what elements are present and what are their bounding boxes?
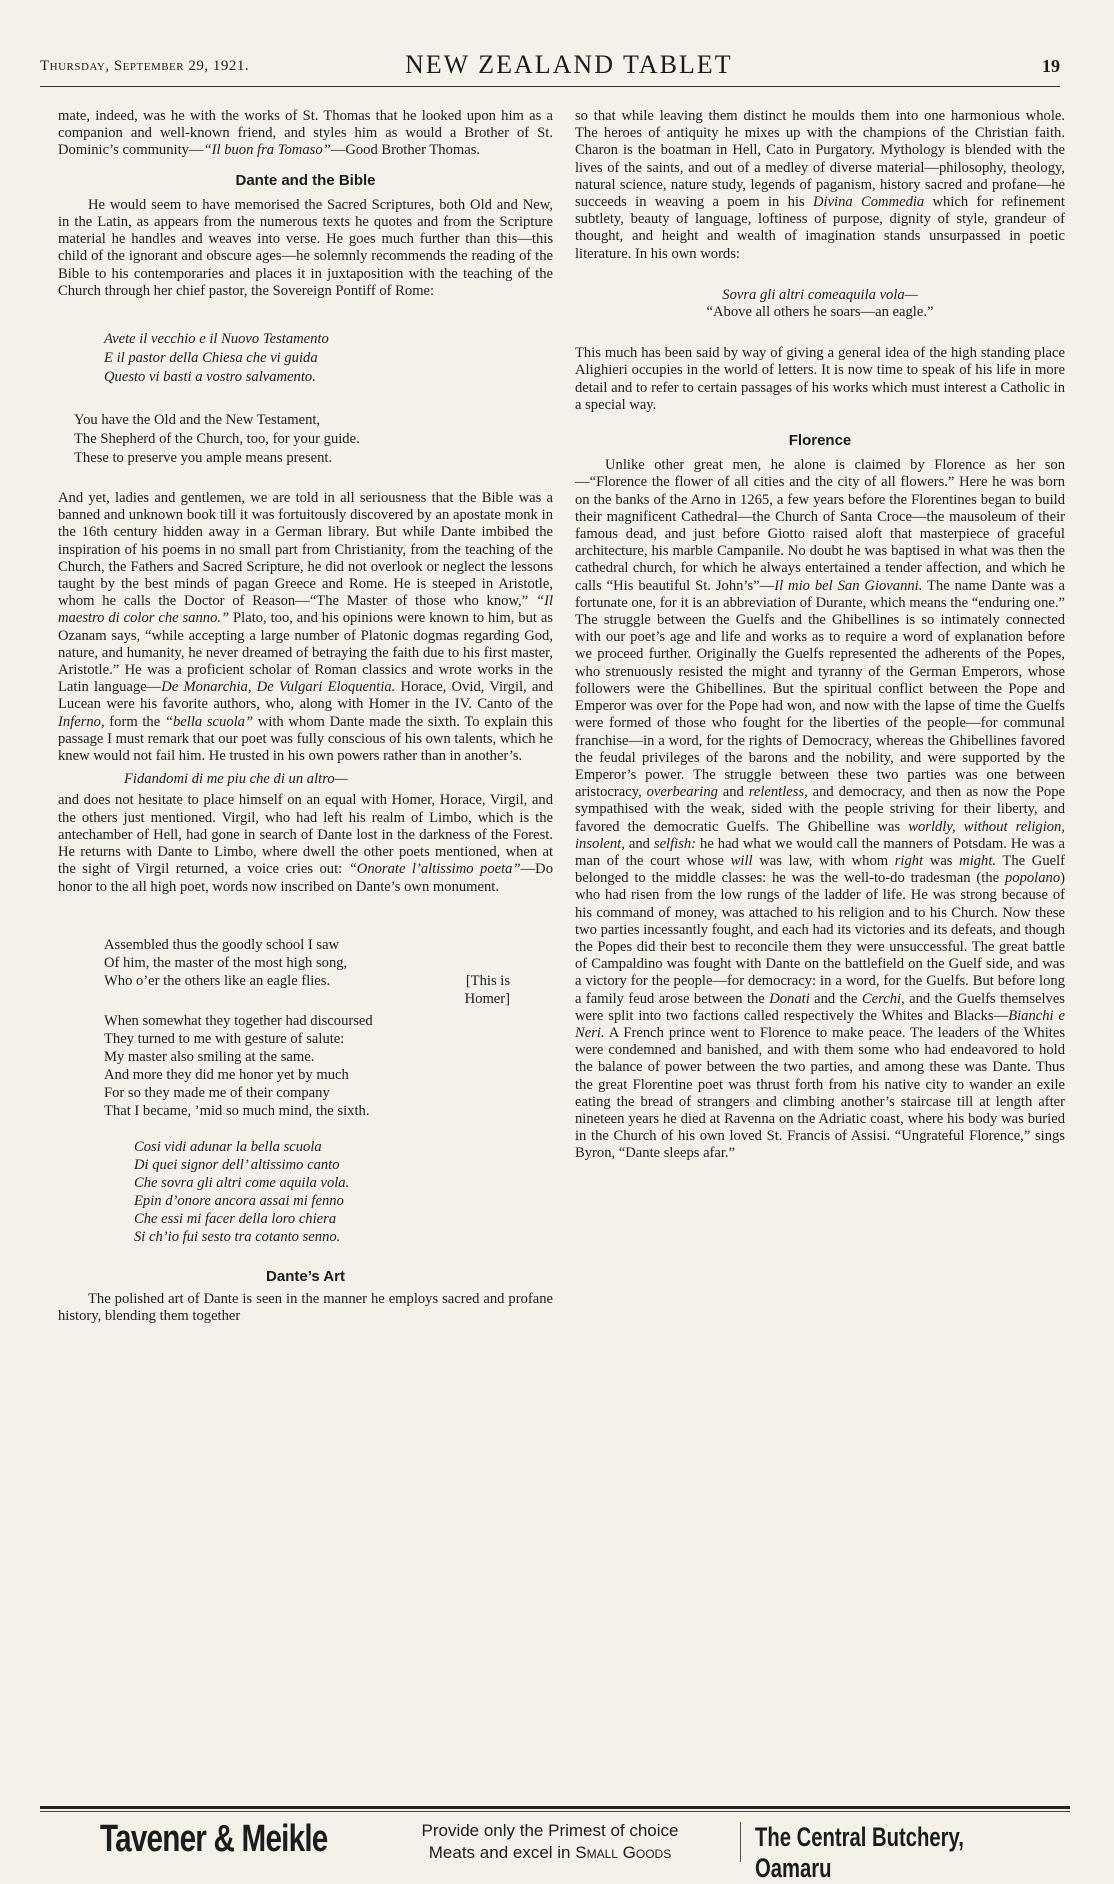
italian-verse: Avete il vecchio e il Nuovo Testamento E il pastor della Chiesa che vi guida Questo vi basti a vostro salvamento. [104, 331, 329, 386]
paragraph: This much has been said by way of giving a general idea of the high standing place Alighieri occupies in the world of letters. It is now time to speak of his life in more detail and to refer to certain passages of his works which must interest a Catholic in a special way. [575, 345, 1065, 413]
paragraph: The polished art of Dante is seen in the manner he employs sacred and profane history, blending them together [58, 1290, 553, 1325]
editor-note: [This is Homer] [464, 972, 510, 1007]
quotation: Sovra gli altri comeaquila vola— [722, 286, 918, 303]
ad-divider [740, 1822, 741, 1862]
newspaper-title: NEW ZEALAND TABLET [405, 50, 733, 79]
paragraph: Unlike other great men, he alone is claimed by Florence as her son—“Florence the flower of all cities and the city of all flowers.” Here he was born on the banks of the Arno in 1265, a few years before the Florentines began to build their magnificent Cathedral—the Church of Santa Croce—the mausoleum of their famous dead, and just before Giotto raised aloft that masterpiece of graceful architecture, his marble Campanile. No doubt he was baptised in what was then the cathedral church, for which he always entertained a tender affection, and which he calls “His beautiful St. John’s”—Il mio bel San Giovanni. The name Dante was a fortunate one, for it is an abbreviation of Durante, which means the “enduring one.” The struggle between the Guelfs and the Ghibellines is so intimately connected with our poet’s age and life and works as to require a word of explanation before we proceed further. Originally the Guelfs represented the adherents of the Popes, who strenuously resisted the might and tyranny of the German Emperors, whose followers were the Ghibellines. But the spiritual conflict between the Pope and Emperor was over for the Pope had won, and now with the lapse of time the Guelfs were formed of those who fought for the liberties of the people—for communal franchise—in a word, for the rights of Democracy, whereas the Ghibellines favored the feudal privileges of the barons and the nobility, and were supported by the Emperor’s power. The struggle between these two parties was one between aristocracy, overbearing and relentless, and democracy, and then as now the Pope sympathised with the weak, sided with the people striving for their liberty, and favored the democratic Guelfs. The Ghibelline was worldly, without religion, insolent, and selfish: he had what we would call the manners of Potsdam. He was a man of the court whose will was law, with whom right was might. The Guelf belonged to the middle classes: he was the well-to-do tradesman (the popolano) who had risen from the low rungs of the ladder of life. He was strong because of his command of money, was attached to his religion and to his Church. Now these two parties incessantly fought, and each had its victories and its defeats, and though the Popes did their best to reconcile them they were unsuccessful. The great battle of Campaldino was fought with Dante on the battlefield on the Guelf side, and was a victory for the people—for democracy: in a word, for the Guelfs. But before long a family feud arose between the Donati and the Cerchi, and the Guelfs themselves were split into two factions called respectively the Whites and Blacks—Bianchi e Neri. A French prince went to Florence to make peace. The leaders of the Whites were condemned and banished, and with them some who had endeavored to hold the balance of power between the two parties, and among these was Dante. Thus the great Florentine poet was thrust forth from his native city to wander an exile eating the bread of strangers and climbing another’s staircase till at length after nineteen years he died at Ravenna on the Adriatic coast, where his body was buried in the Church of his own loved St. Francis of Assisi. “Ungrateful Florence,” sings Byron, “Dante sleeps afar.” [575, 457, 1066, 1162]
english-verse: Assembled thus the goodly school I saw Of him, the master of the most high song, Who o’er the others like an eagle flies. [This is Homer] [104, 936, 510, 1007]
quotation-translation: “Above all others he soars—an eagle.” [706, 304, 934, 321]
paragraph: so that while leaving them distinct he moulds them into one harmonious whole. The heroes of antiquity he mixes up with the champions of the Christian faith. Charon is the boatman in Hell, Cato in Purgatory. Mythology is blended with the lives of the saints, and out of a medley of diverse material—philosophy, theology, natural science, nature study, legends of paganism, history sacred and profane—he succeeds in weaving a poem in his Divina Commedia which for refinement subtlety, beauty of language, loftiness of purpose, dignity of style, grandeur of thought, and height and wealth of imagination stands unsurpassed in poetic literature. In his own words: [575, 108, 1065, 262]
advertiser-name: Tavener & Meikle [100, 1818, 328, 1860]
quotation: Fidandomi di me piu che di un altro— [124, 771, 348, 788]
section-heading: Dante’s Art [266, 1267, 345, 1285]
english-verse: You have the Old and the New Testament, The Shepherd of the Church, too, for your guide. These to preserve you ample means present. [74, 412, 360, 467]
english-verse: When somewhat they together had discoursed They turned to me with gesture of salute: My master also smiling at the same. And more they did me honor yet by much For so they made me of their company That I became, ’mid so much mind, the sixth. [104, 1012, 373, 1119]
ad-rule [40, 1811, 1070, 1812]
ad-slogan: Provide only the Primest of choice Meats and excel in Small Goods [421, 1821, 679, 1862]
masthead [40, 50, 1060, 82]
paragraph: mate, indeed, was he with the works of St. Thomas that he looked upon him as a companion and well-known friend, and styles him as would a Brother of St. Dominic’s community—“Il buon fra Tomaso”—Good Brother Thomas. [58, 108, 553, 159]
page-number: 19 [1042, 56, 1060, 76]
paragraph: And yet, ladies and gentlemen, we are told in all seriousness that the Bible was a banned and unknown book till it was fortuitously discovered by an apostate monk in the 16th century hidden away in a German library. But while Dante imbibed the inspiration of his poems in no small part from Christianity, from the teaching of the Church, the Fathers and Sacred Scripture, he did not overlook or neglect the lessons taught by the best minds of pagan Greece and Rome. He is steeped in Aristotle, whom he calls the Doctor of Reason—“The Master of those who know,” “Il maestro di color che sanno.” Plato, too, and his opinions were known to him, but as Ozanam says, “while accepting a large number of Platonic dogmas regarding God, nature, and humanity, he never dreamed of betraying the faith due to his first master, Aristotle.” He was a proficient scholar of Roman classics and wrote works in the Latin language—De Monarchia, De Vulgari Eloquentia. Horace, Ovid, Virgil, and Lucean were his favorite authors, who, along with Homer in the IV. Canto of the Inferno, form the “bella scuola” with whom Dante made the sixth. To explain this passage I must remark that our poet was fully conscious of his own talents, which he knew would not fail him. He trusted in his own powers rather than in another’s. [58, 490, 553, 765]
paragraph: and does not hesitate to place himself on an equal with Homer, Horace, Virgil, and the others just mentioned. Virgil, who had left his realm of Limbo, which is the antechamber of Hell, had gone in search of Dante lost in the darkness of the Forest. He returns with Dante to Limbo, where dwell the other poets mentioned, when at the sight of Virgil returned, a voice cries out: “Onorate l’altissimo poeta”—Do honor to the all high poet, words now inscribed on Dante’s own monument. [58, 792, 553, 895]
masthead-rule [40, 86, 1060, 87]
ad-rule [40, 1806, 1070, 1809]
italian-verse: Cosi vidi adunar la bella scuola Di quei signor dell’ altissimo canto Che sovra gli altri come aquila vola. Epin d’onore ancora assai mi fenno Che essi mi facer della loro chiera Si ch’io fui sesto tra cotanto senno. [134, 1138, 350, 1245]
paragraph: He would seem to have memorised the Sacred Scriptures, both Old and New, in the Latin, as appears from the numerous texts he quotes and from the Scripture material he handles and weaves into verse. He goes much further than this—this child of the ignorant and obscure ages—he solemnly recommends the reading of the Bible to his contemporaries and places it in juxtaposition with the teaching of the Church through her chief pastor, the Sovereign Pontiff of Rome: [58, 196, 553, 299]
issue-date: Thursday, September 29, 1921. [40, 58, 250, 74]
section-heading: Florence [788, 432, 852, 450]
right-column [575, 108, 1065, 1163]
advertiser-shop: The Central Butchery, Oamaru [755, 1822, 964, 1883]
left-column [58, 108, 553, 1325]
section-heading: Dante and the Bible [235, 171, 376, 189]
